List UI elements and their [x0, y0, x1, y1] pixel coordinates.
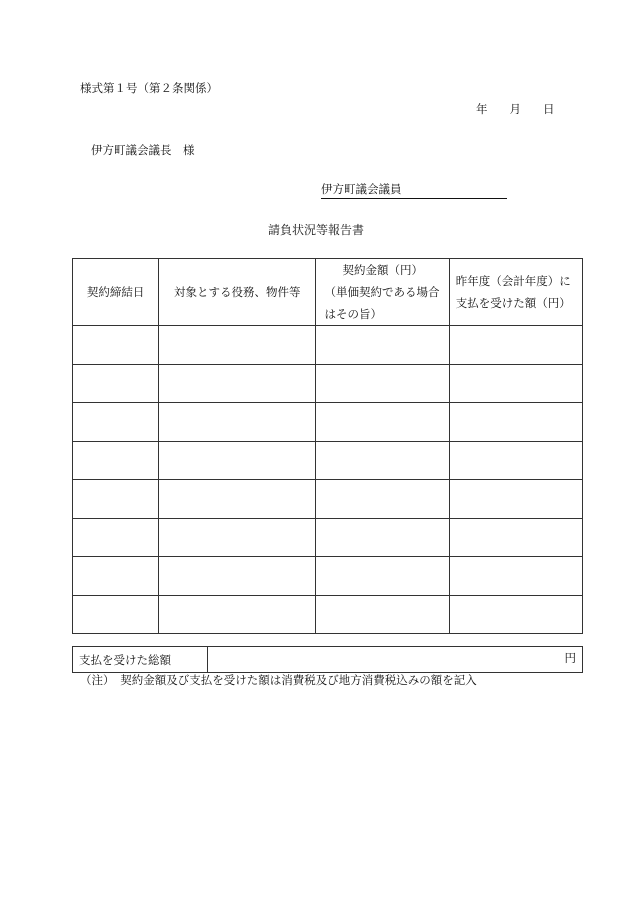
cell-subject[interactable]: [159, 480, 316, 519]
cell-contract-amount[interactable]: [316, 557, 449, 596]
table-row: [73, 557, 583, 596]
cell-subject[interactable]: [159, 403, 316, 442]
header-subject: 対象とする役務、物件等: [159, 259, 316, 326]
table-row: [73, 518, 583, 557]
header-contract-amount: [316, 259, 449, 326]
table-row: [73, 595, 583, 634]
cell-contract-amount[interactable]: [316, 518, 449, 557]
document-title: 請負状況等報告書: [268, 223, 365, 237]
cell-paid-last-year[interactable]: [449, 326, 582, 365]
addressee: 伊方町議会議長 様: [91, 143, 195, 157]
cell-contract-date[interactable]: [73, 595, 159, 634]
cell-contract-date[interactable]: [73, 557, 159, 596]
report-table: [72, 258, 583, 634]
date-month-label: 月: [509, 102, 521, 116]
table-row: [73, 326, 583, 365]
total-amount-field[interactable]: [208, 647, 583, 673]
cell-subject[interactable]: [159, 364, 316, 403]
header-paid-last-year: [449, 259, 582, 326]
cell-subject[interactable]: [159, 518, 316, 557]
table-row: [73, 364, 583, 403]
total-row: [73, 647, 583, 673]
header-contract-date: 契約締結日: [73, 259, 159, 326]
cell-subject[interactable]: [159, 326, 316, 365]
cell-contract-date[interactable]: [73, 326, 159, 365]
cell-paid-last-year[interactable]: [449, 441, 582, 480]
cell-subject[interactable]: [159, 441, 316, 480]
cell-contract-amount[interactable]: [316, 595, 449, 634]
form-number: 様式第１号（第２条関係）: [80, 81, 218, 95]
table-row: [73, 480, 583, 519]
cell-contract-date[interactable]: [73, 403, 159, 442]
date-day-label: 日: [543, 102, 555, 116]
total-unit: 円: [564, 651, 576, 665]
cell-paid-last-year[interactable]: [449, 364, 582, 403]
cell-paid-last-year[interactable]: [449, 518, 582, 557]
cell-contract-date[interactable]: [73, 441, 159, 480]
sender-line[interactable]: 伊方町議会議員: [321, 181, 507, 199]
total-table: [72, 646, 583, 673]
cell-contract-amount[interactable]: [316, 441, 449, 480]
header-paid-line1: 昨年度（会計年度）に: [455, 274, 571, 288]
cell-paid-last-year[interactable]: [449, 595, 582, 634]
cell-contract-amount[interactable]: [316, 364, 449, 403]
cell-subject[interactable]: [159, 557, 316, 596]
cell-paid-last-year[interactable]: [449, 557, 582, 596]
cell-contract-date[interactable]: [73, 518, 159, 557]
date-line: [458, 101, 555, 117]
cell-contract-date[interactable]: [73, 480, 159, 519]
cell-contract-amount[interactable]: [316, 480, 449, 519]
date-year-label: 年: [476, 102, 488, 116]
header-amount-line3: はその旨）: [324, 307, 382, 321]
cell-paid-last-year[interactable]: [449, 403, 582, 442]
cell-contract-amount[interactable]: [316, 326, 449, 365]
header-paid-line2: 支払を受けた額（円）: [455, 296, 571, 310]
header-amount-line1: 契約金額（円）: [342, 263, 423, 277]
table-row: [73, 403, 583, 442]
table-row: [73, 441, 583, 480]
cell-subject[interactable]: [159, 595, 316, 634]
header-amount-line2: （単価契約である場合: [324, 285, 440, 299]
cell-contract-amount[interactable]: [316, 403, 449, 442]
total-label: 支払を受けた総額: [73, 647, 208, 673]
cell-contract-date[interactable]: [73, 364, 159, 403]
cell-paid-last-year[interactable]: [449, 480, 582, 519]
table-header-row: [73, 259, 583, 326]
footnote: （注） 契約金額及び支払を受けた額は消費税及び地方消費税込みの額を記入: [80, 673, 477, 687]
